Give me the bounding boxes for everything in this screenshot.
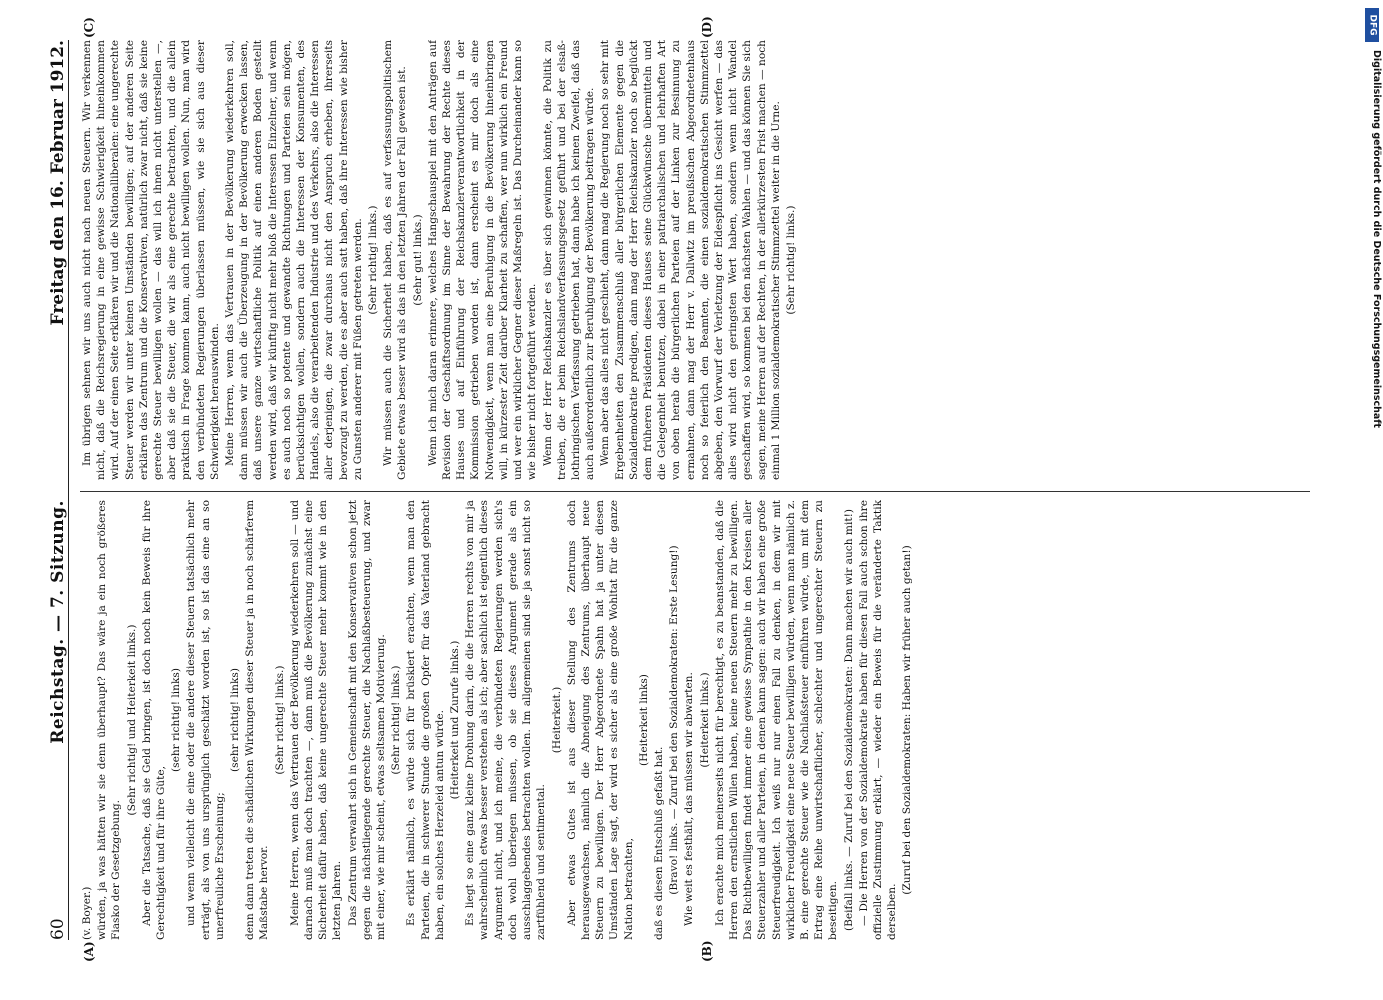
digitization-strip [1363, 0, 1383, 1000]
paragraph: Meine Herren, wenn das Vertrauen in der Bevölkerung wiederkehren soll, dann müssen wir auch die Überzeugung in der Bevölkerung erwecken lassen, daß unsere ganze wirtschaftliche Politik auf einen anderen Boden gestellt werden wird, daß wir künftig nicht mehr bloß die Interessen Einzelner, und wenn es auch noch so potente und gewandte Richtungen und Parteien sein mögen, berücksichtigen wollen, sondern auch die Interessen der Konsumenten, des Handels, also die verarbeitenden Industrie und des Verkehrs, also die Interessen aller derjenigen, die zwar durchaus nicht den Anspruch erheben, ihrerseits bevorzugt zu werden, die es aber auch satt haben, daß ihre Interessen wie bisher zu Gunsten anderer mit Füßen getreten werden. [224, 40, 364, 480]
paragraph: Wir müssen auch die Sicherheit haben, daß es auf verfassungspolitischem Gebiete etwas besser wird als das in den letzten Jahren der Fall gewesen ist. [382, 40, 409, 480]
paragraph: Im übrigen sehnen wir uns auch nicht nach neuen Steuern. Wir verkennen nicht, daß die Reichsregierung in eine gewisse Schwierigkeit hineinkommen wird. Auf der einen Seite erklären wir und die Nationalliberalen: eine ungerechte Steuer werden wir unter keinen Umständen bewilligen; auf der anderen Seite erklären das Zentrum und die Konservativen, natürlich zwar nicht, daß sie keine gerechte Steuer bewilligen wollen — das will ich ihnen nicht unterstellen —, aber daß sie die Steuer, die wir als eine gerechte betrachten, und die allein praktisch in Frage kommen kann, auch nicht bewilligen wollen. Nun, man wird den verbündeten Regierungen überlassen müssen, wie sie sich aus dieser Schwierigkeit herauswinden. [81, 40, 221, 480]
paragraph: (Sehr richtig! links.) [784, 205, 797, 315]
paragraph: denn dann treten die schädlichen Wirkungen dieser Steuer ja in noch schärferem Maßstabe hervor. [244, 500, 271, 940]
paragraph: Es liegt so eine ganz kleine Drohung darin, die die Herren rechts von mir ja wahrscheinlich etwas besser verstehen als ich; aber sachlich ist eigentlich dieses Argument nicht, und ich meine, die verbündeten Regierungen werden sich's doch wohl überlegen müssen, ob sie dieses Argument gerade als ein ausschlaggebendes betrachten wollen. Im allgemeinen sind sie ja sonst nicht so zartfühlend und sentimental. [464, 500, 548, 940]
paragraph: (Sehr richtig! links.) [273, 665, 286, 775]
paragraph: (sehr richtig! links) [170, 668, 183, 772]
right-column [80, 40, 1310, 480]
paragraph: Das Zentrum verwahrt sich in Gemeinschaft mit den Konservativen schon jetzt gegen die nächstliegende gerechte Steuer, die Nachlaßbesteuerung, und zwar mit einer, wie mir scheint, etwas seltsamen Motivierung. [346, 500, 388, 940]
paragraph: (v. Boyer.) [81, 886, 93, 940]
left-column [80, 500, 1310, 940]
paragraph: Meine Herren, wenn das Vertrauen der Bevölkerung wiederkehren soll — und darnach muß man doch trachten —, dann muß die Bevölkerung zunächst eine Sicherheit dafür haben, daß keine ungerechte Steuer mehr kommt wie in den letzten Jahren. [288, 500, 344, 940]
paragraph: (Sehr richtig! links.) [390, 665, 403, 775]
margin-mark-a: (A) [82, 941, 96, 962]
paragraph: (Zuruf bei den Sozialdemokraten: Haben wir früher auch getan!) [901, 545, 914, 895]
paragraph: würden, ja was hätten wir sie denn überhaupt? Das wäre ja ein noch größeres Fiasko der Gesetzgebung. [96, 500, 123, 940]
paragraph: — Die Herren von der Sozialdemokratie haben für diesen Fall auch schon ihre offizielle Zustimmung erklärt, — wieder ein Beweis für die veränderte Taktik derselben. [857, 500, 899, 940]
paragraph: (Sehr richtig! links.) [367, 205, 380, 315]
paragraph: (Heiterkeit links) [637, 674, 650, 766]
session-title: Reichstag. — 7. Sitzung. [48, 500, 68, 744]
paragraph: Wenn ich mich daran erinnere, welches Hangschauspiel mit den Anträgen auf Revision der Geschäftsordnung im Sinne der Bewahrung der Rechte dieses Hauses und auf Einführung der Reichskanzlerverantwortlichkeit in der Kommission getrieben worden ist, dann erscheint es mir doch als eine Notwendigkeit, wenn man eine Beruhigung in die Bevölkerung hineinbringen will, in kürzester Zeit darüber Klarheit zu schaffen, wer nun wirklich ein Freund und wer ein wirklicher Gegner dieser Maßregeln ist. Das Durcheinander kann so wie bisher nicht fortgeführt werden. [426, 40, 539, 480]
paragraph: und wenn vielleicht die eine oder die andere dieser Steuern tatsächlich mehr erträgt, als von uns ursprünglich geschätzt worden ist, so ist das eine an so unerfreuliche Erscheinung; [185, 500, 226, 940]
session-date: Freitag den 16. Februar 1912. [48, 40, 68, 326]
paragraph: Wenn der Herr Reichskanzler es über sich gewinnen könnte, die Politik zu treiben, die er beim Reichslandverfassungsgesetz geführt und bei der elsaß-lothringischen Verfassung getrieben hat, dann habe ich keinen Zweifel, daß das auch außerordentlich zur Beruhigung der Bevölkerung beitragen würde. [541, 40, 597, 480]
paragraph: Ich erachte mich meinerseits nicht für berechtigt, es zu beanstanden, daß die Herren den ernstlichen Willen haben, keine neuen Steuern mehr zu bewilligen. Das Richtbewilligen findet immer eine gewisse Sympathie in den Kreisen aller Steuerzahler und aller Parteien, in denen kann sagen: auch wir haben eine große Steuerfreudigkeit. Ich weiß nur nur einen Fall zu denken, in dem wir mit wirklicher Freudigkeit eine neue Steuer bewilligen würden, wenn man nämlich z. B. eine gerechte Steuer wie die Nachlaßsteuer einführen würde, um mit dem Ertrag eine Reihe unwirtschaftlicher, schlechter und ungerechter Steuern zu beseitigen. [713, 500, 840, 940]
page-number: 60 [48, 918, 68, 940]
margin-mark-c: (C) [82, 17, 96, 38]
paragraph: (Beifall links. — Zuruf bei den Sozialdemokraten: Dann machen wir auch mit!) [842, 509, 855, 932]
paragraph: Aber etwas Gutes ist aus dieser Stellung des Zentrums doch herausgewachsen, nämlich die Abneigung des Zentrums, überhaupt neue Steuern zu bewilligen. Der Herr Abgeordnete Spahn hat ja unter diesen Umständen Lage sagt, der wird es sicher als eine große Wohltat für die ganze Nation betrachten, [565, 500, 635, 940]
paragraph: Aber die Tatsache, daß sie Geld bringen, ist doch noch kein Beweis für ihre Gerechtigkeit und für ihre Güte, [140, 500, 168, 940]
paragraph: (Sehr gut! links.) [411, 214, 424, 306]
paragraph: (Bravo! links. — Zuruf bei den Sozialdemokraten: Erste Lesung!) [668, 545, 681, 895]
paragraph: (Heiterkeit und Zurufe links.) [449, 640, 462, 800]
paragraph: (Sehr richtig! und Heiterkeit links.) [125, 624, 138, 816]
paragraph: (Heiterkeit.) [550, 686, 563, 754]
margin-mark-b: (B) [700, 940, 714, 962]
paragraph: (Heiterkeit links.) [698, 672, 711, 768]
paragraph: (sehr richtig! links) [229, 668, 242, 772]
margin-mark-d: (D) [700, 16, 714, 38]
paragraph: Wie weit es festhält, das müssen wir abwarten. [683, 672, 696, 926]
page-header [28, 40, 69, 940]
dfg-logo: DFG [1365, 8, 1379, 42]
paragraph: Es erklärt nämlich, es würde sich für brüskiert erachten, wenn man den Parteien, die in schwerer Stunde die großen Opfer für das Vaterland gebracht haben, ein solches Herzeleid antun würde. [405, 500, 446, 940]
column-divider [80, 491, 1310, 492]
paragraph: daß es diesen Entschluß gefaßt hat. [652, 746, 665, 940]
digitization-credit: Digitalisierung gefördert durch die Deutsche Forschungsgemeinschaft [1371, 50, 1382, 428]
paragraph: Wenn aber das alles nicht geschieht, dann mag die Regierung noch so sehr mit Ergebenheiten den Zusammenschluß aller bürgerlichen Elemente gegen die Sozialdemokratie predigen, dann mag der Herr Reichskanzler noch so beglückt dem früheren Präsidenten dieses Hauses seine Glückwünsche übermitteln und die Gelegenheit benutzen, dabei in einer patriarchalischen und lehrhaften Art von oben herab die bürgerlichen Parteien auf der Linken zur Besinnung zu ermahnen, dann mag der Herr v. Dallwitz im preußischen Abgeordnetenhaus noch so feierlich den Beamten, die einen sozialdemokratischen Stimmzettel abgeben, den Vorwurf der Verletzung der Eidespflicht ins Gesicht werfen — das alles wird nicht den geringsten Wert haben, sondern wenn nicht Wandel geschaffen wird, so kommen bei den nächsten Wahlen — und das können Sie sich sagen, meine Herren auf der Rechten, in der allerkürzesten Frist machen — noch einmal 1 Million sozialdemokratischer Stimmzettel weiter in die Urne. [599, 40, 782, 480]
